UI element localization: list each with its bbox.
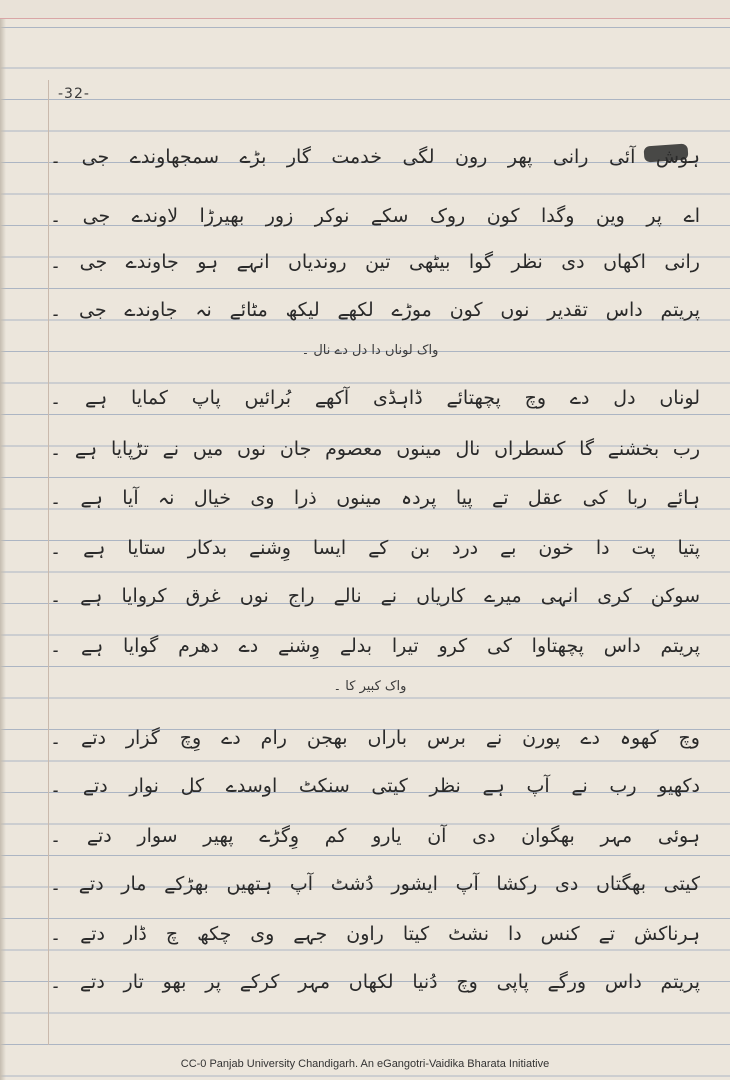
footer-credit: CC-0 Panjab University Chandigarh. An eGangotri-Vaidika Bharata Initiative (180, 1058, 550, 1070)
verse-line: پتیا پت دا خون بے درد بن کے ایسا وِشنے بدکار ستایا ہے ۔ (50, 537, 700, 559)
verse-line: وچ کھوہ دے پورن نے برس باراں بھجن رام دے وِچ گزار دتے ۔ (50, 727, 700, 749)
margin-line (48, 80, 49, 1045)
page-binding-shadow (0, 0, 6, 1080)
verse-line: پریتم داس پچھتاوا کی کرو تیرا بدلے وِشنے دے دھرم گوایا ہے ۔ (50, 635, 700, 657)
verse-line: اے پر وین وگدا کون روک سکے نوکر زور بھیرڑا لاوندے جی ۔ (50, 205, 700, 227)
page-top-edge (0, 0, 730, 19)
verse-line: لوناں دل دے وچ پچھتائے ڈاہڈی آکھے بُرائیں پاپ کمایا ہے ۔ (50, 387, 700, 409)
verse-line: کیتی بھگتاں دی رکشا آپ ایشور دُشٹ آپ ہتھیں بھڑکے مار دتے ۔ (50, 873, 700, 895)
verse-line: ہائے ربا کی عقل تے پیا پردہ مینوں ذرا وی خیال نہ آیا ہے ۔ (50, 487, 700, 509)
verse-line: رب بخشنے گا کسطراں نال مینوں معصوم جان نوں میں نے تڑپایا ہے ۔ (50, 438, 700, 460)
verse-line: پریتم داس تقدیر نوں کون موڑے لکھے لیکھ مٹائے نہ جاوندے جی ۔ (50, 299, 700, 321)
verse-line: رانی اکھاں دی نظر گوا بیٹھی تین روندیاں انہے ہو جاوندے جی ۔ (50, 251, 700, 273)
verse-line: دکھیو رب نے آپ ہے نظر کیتی سنکٹ اوسدے کل نوار دتے ۔ (50, 775, 700, 797)
section-heading: واک کبیر کا ۔ (333, 679, 407, 694)
verse-line: ہوئی مہر بھگوان دی آن یارو کم وِگڑے پھیر سوار دتے ۔ (50, 825, 700, 847)
page-number: -32- (58, 86, 90, 102)
verse-line: پریتم داس ورگے پاپی وچ دُنیا لکھاں مہر کرکے پر بھو تار دتے ۔ (50, 971, 700, 993)
verse-line: ہرناکش تے کنس دا نشٹ کیتا راون جہے وی چکھ چ ڈار دتے ۔ (50, 923, 700, 945)
section-heading: واک لوناں دا دل دے نال ۔ (301, 343, 439, 358)
verse-line: سوکن کری انہی میرے کاریاں نے نالے راج نوں غرق کروایا ہے ۔ (50, 585, 700, 607)
verse-line: ہوش آئی رانی پھر رون لگی خدمت گار بڑے سمجھاوندے جی ۔ (50, 146, 700, 168)
